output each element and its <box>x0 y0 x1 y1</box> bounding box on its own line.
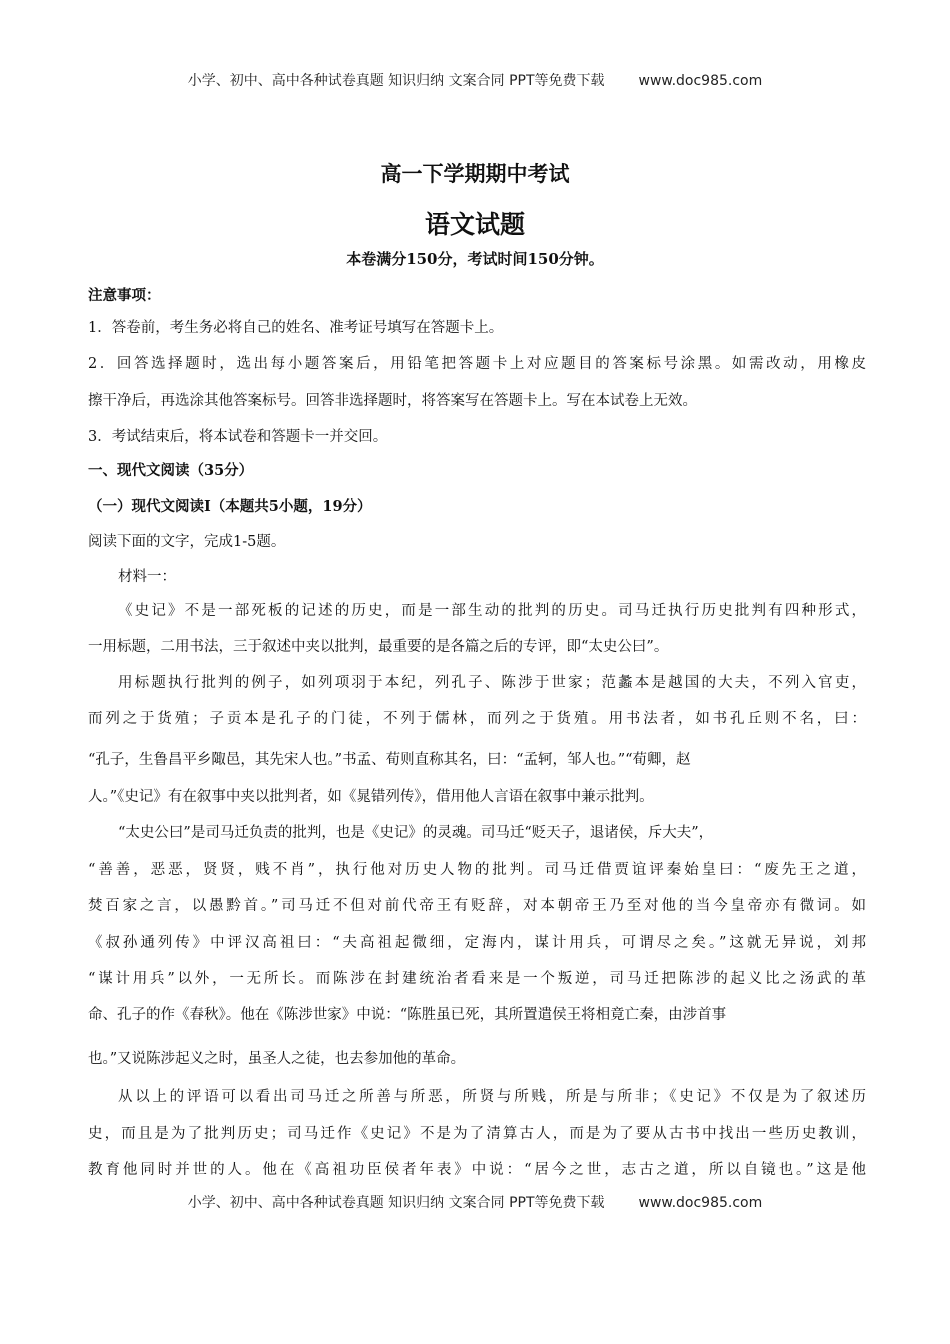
score-info: 本卷满分150分，考试时间150分钟。 <box>346 250 604 268</box>
footer-url[interactable]: www.doc985.com <box>638 1195 763 1211</box>
page-footer <box>0 1192 950 1212</box>
page-header <box>0 70 950 90</box>
text-line: 1．答卷前，考生务必将自己的姓名、准考证号填写在答题卡上。 <box>88 320 504 336</box>
text-line: 史，而且是为了批判历史；司马迁作《史记》不是为了清算古人，而是为了要从古书中找出一些历史教训， <box>88 1126 866 1142</box>
text-line: 阅读下面的文字，完成1-5题。 <box>88 534 286 550</box>
footer-text: 小学、初中、高中各种试卷真题 知识归纳 文案合同 PPT等免费下载 <box>187 1195 605 1211</box>
text-line: “孔子，生鲁昌平乡陬邑，其先宋人也。”书孟、荀则直称其名，曰：“孟轲，邹人也。”“荀卿，赵 <box>88 752 691 768</box>
text-line: 用标题执行批判的例子，如列项羽于本纪，列孔子、陈涉于世家；范蠡本是越国的大夫，不列入官吏， <box>118 675 866 691</box>
text-line: 《叔孙通列传》中评汉高祖曰：“夫高祖起微细，定海内，谋计用兵，可谓尽之矣。”这就无异说，刘邦 <box>88 935 866 951</box>
text-line: 擦干净后，再选涂其他答案标号。回答非选择题时，将答案写在答题卡上。写在本试卷上无效。 <box>88 393 697 409</box>
text-line: 从以上的评语可以看出司马迁之所善与所恶，所贤与所贱，所是与所非；《史记》不仅是为了叙述历 <box>118 1089 866 1105</box>
text-line: 人。”《史记》有在叙事中夹以批判者，如《晁错列传》，借用他人言语在叙事中兼示批判。 <box>88 789 654 805</box>
text-line: 一、现代文阅读（35分） <box>88 462 254 479</box>
text-line: 命、孔子的作《春秋》。他在《陈涉世家》中说：“陈胜虽已死，其所置遣侯王将相竟亡秦，由涉首事 <box>88 1007 727 1023</box>
text-line: 材料一： <box>118 569 176 585</box>
text-line: 教育他同时并世的人。他在《高祖功臣侯者年表》中说：“居今之世，志古之道，所以自镜也。”这是他 <box>88 1162 866 1178</box>
text-line: “谋计用兵”以外，一无所长。而陈涉在封建统治者看来是一个叛逆，司马迁把陈涉的起义比之汤武的革 <box>88 971 866 987</box>
text-line: 3．考试结束后，将本试卷和答题卡一并交回。 <box>88 429 388 445</box>
text-line: 2．回答选择题时，选出每小题答案后，用铅笔把答题卡上对应题目的答案标号涂黑。如需改动，用橡皮 <box>88 356 866 372</box>
text-line: 也。”又说陈涉起义之时，虽圣人之徒，也去参加他的革命。 <box>88 1051 466 1067</box>
text-line: 而列之于货殖；子贡本是孔子的门徒，不列于儒林，而列之于货殖。用书法者，如书孔丘则不名，曰： <box>88 711 866 727</box>
text-line: 焚百家之言，以愚黔首。”司马迁不但对前代帝王有贬辞，对本朝帝王乃至对他的当今皇帝亦有微词。如 <box>88 898 866 914</box>
text-line: 一用标题，二用书法，三于叙述中夹以批判，最重要的是各篇之后的专评，即“太史公曰”。 <box>88 639 669 655</box>
text-line: （一）现代文阅读Ⅰ（本题共5小题，19分） <box>88 498 372 515</box>
header-url[interactable]: www.doc985.com <box>638 73 763 89</box>
exam-title: 高一下学期期中考试 <box>380 161 570 186</box>
text-line: 《史记》不是一部死板的记述的历史，而是一部生动的批判的历史。司马迁执行历史批判有四种形式， <box>118 603 866 619</box>
text-line: 注意事项： <box>88 287 161 304</box>
header-text: 小学、初中、高中各种试卷真题 知识归纳 文案合同 PPT等免费下载 <box>187 73 605 89</box>
text-line: “太史公曰”是司马迁负责的批判，也是《史记》的灵魂。司马迁“贬天子，退诸侯，斥大夫”， <box>118 825 714 841</box>
subject-title: 语文试题 <box>424 210 525 239</box>
text-line: “善善，恶恶，贤贤，贱不肖”，执行他对历史人物的批判。司马迁借贾谊评秦始皇曰：“废先王之道， <box>88 862 866 878</box>
